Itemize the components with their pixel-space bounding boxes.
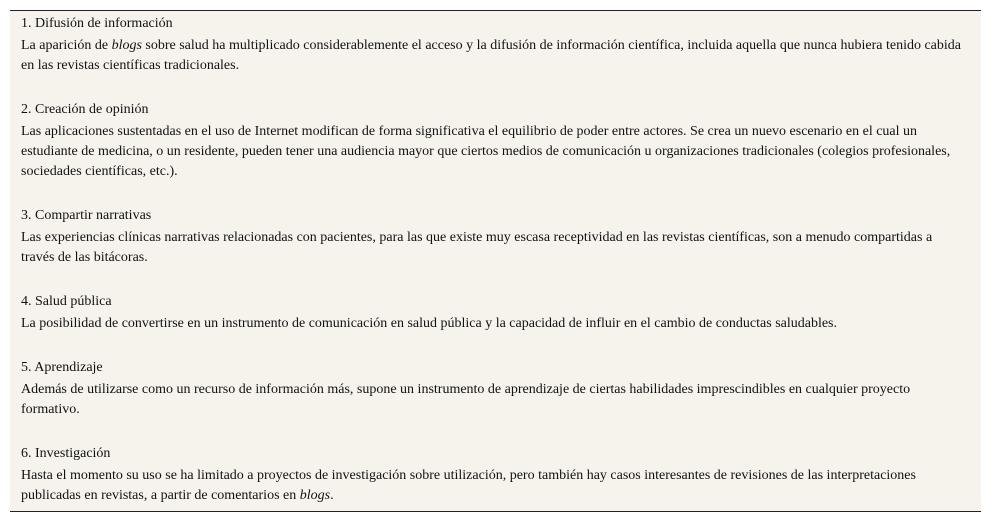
- section-investigacion: [21, 444, 966, 506]
- section-aprendizaje: [21, 358, 966, 420]
- section-title: 2. Creación de opinión: [21, 102, 149, 117]
- section-title: 4. Salud pública: [21, 294, 112, 309]
- section-body: Las aplicaciones sustentadas en el uso de Internet modifican de forma significativa el equilibrio de poder entre actores. Se crea un nuevo escenario en el cual un estudiante de medicina, o un residente, pueden tener una audiencia mayor que ciertos medios de comunicación u organizaciones tradicionales (colegios profesionales, sociedades científicas, etc.).: [21, 124, 951, 179]
- blog-uses-table: [10, 10, 981, 512]
- section-difusion: [21, 14, 966, 76]
- section-body: Las experiencias clínicas narrativas relacionadas con pacientes, para las que existe muy escasa receptividad en las revistas científicas, son a menudo compartidas a través de las bitácoras.: [21, 230, 933, 265]
- section-body: Además de utilizarse como un recurso de información más, supone un instrumento de aprendizaje de ciertas habilidades imprescindibles en cualquier proyecto formativo.: [21, 382, 911, 417]
- section-narrativas: [21, 206, 966, 268]
- section-body: La aparición de blogs sobre salud ha multiplicado considerablemente el acceso y la difusión de información científica, incluida aquella que nunca hubiera tenido cabida en las revistas científicas tradicionales.: [21, 38, 961, 73]
- section-title: 5. Aprendizaje: [21, 360, 103, 375]
- section-opinion: [21, 100, 966, 182]
- section-body: La posibilidad de convertirse en un instrumento de comunicación en salud pública y la capacidad de influir en el cambio de conductas saludables.: [21, 316, 838, 331]
- section-title: 3. Compartir narrativas: [21, 208, 152, 223]
- section-title: 1. Difusión de información: [21, 16, 173, 31]
- section-title: 6. Investigación: [21, 446, 111, 461]
- section-body: Hasta el momento su uso se ha limitado a proyectos de investigación sobre utilización, pero también hay casos interesantes de revisiones de las interpretaciones publicadas en revistas, a partir de comentarios en blogs.: [21, 468, 916, 503]
- section-salud-publica: [21, 292, 966, 334]
